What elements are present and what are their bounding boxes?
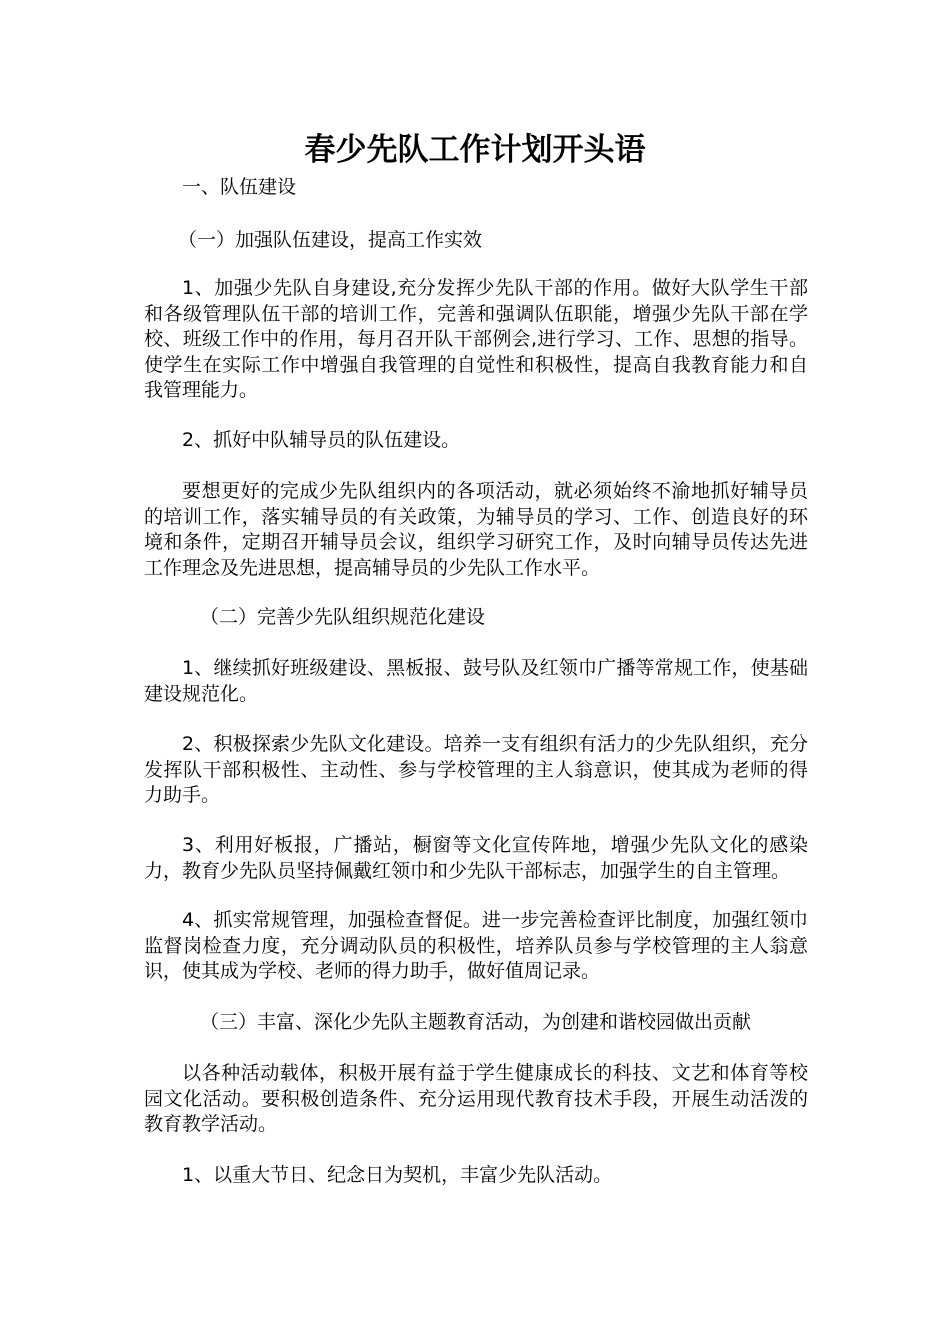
document-title: 春少先队工作计划开头语 — [304, 132, 646, 168]
paragraph-6: 3、利用好板报，广播站，橱窗等文化宣传阵地，增强少先队文化的感染力，教育少先队员坚持佩戴红领巾和少先队干部标志，加强学生的自主管理。 — [144, 834, 808, 882]
paragraph-3: 要想更好的完成少先队组织内的各项活动，就必须始终不渝地抓好辅导员的培训工作，落实辅导员的有关政策，为辅导员的学习、工作、创造良好的环境和条件，定期召开辅导员会议，组织学习研究工作，及时向辅导员传达先进工作理念及先进思想，提高辅导员的少先队工作水平。 — [144, 480, 808, 579]
paragraph-9: 1、以重大节日、纪念日为契机，丰富少先队活动。 — [182, 1164, 613, 1186]
paragraph-5: 2、积极探索少先队文化建设。培养一支有组织有活力的少先队组织，充分发挥队干部积极性、主动性、参与学校管理的主人翁意识，使其成为老师的得力助手。 — [144, 733, 808, 806]
section-heading-team-building: 一、队伍建设 — [182, 176, 297, 198]
paragraph-1: 1、加强少先队自身建设,充分发挥少先队干部的作用。做好大队学生干部和各级管理队伍干部的培训工作，完善和强调队伍职能，增强少先队干部在学校、班级工作中的作用，每月召开队干部例会,进行学习、工作、思想的指导。使学生在实际工作中增强自我管理的自觉性和积极性，提高自我教育能力和自我管理能力。 — [144, 277, 808, 401]
subsection-heading-1: （一）加强队伍建设，提高工作实效 — [178, 229, 483, 251]
paragraph-2: 2、抓好中队辅导员的队伍建设。 — [182, 429, 461, 451]
paragraph-8: 以各种活动载体，积极开展有益于学生健康成长的科技、文艺和体育等校园文化活动。要积极创造条件、充分运用现代教育技术手段，开展生动活泼的教育教学活动。 — [144, 1062, 808, 1135]
subsection-heading-2: （二）完善少先队组织规范化建设 — [200, 606, 486, 628]
paragraph-7: 4、抓实常规管理，加强检查督促。进一步完善检查评比制度，加强红领巾监督岗检查力度，充分调动队员的积极性，培养队员参与学校管理的主人翁意识，使其成为学校、老师的得力助手，做好值周记录。 — [144, 909, 808, 982]
subsection-heading-3: （三）丰富、深化少先队主题教育活动，为创建和谐校园做出贡献 — [200, 1011, 752, 1033]
paragraph-4: 1、继续抓好班级建设、黑板报、鼓号队及红领巾广播等常规工作，使基础建设规范化。 — [144, 657, 808, 705]
